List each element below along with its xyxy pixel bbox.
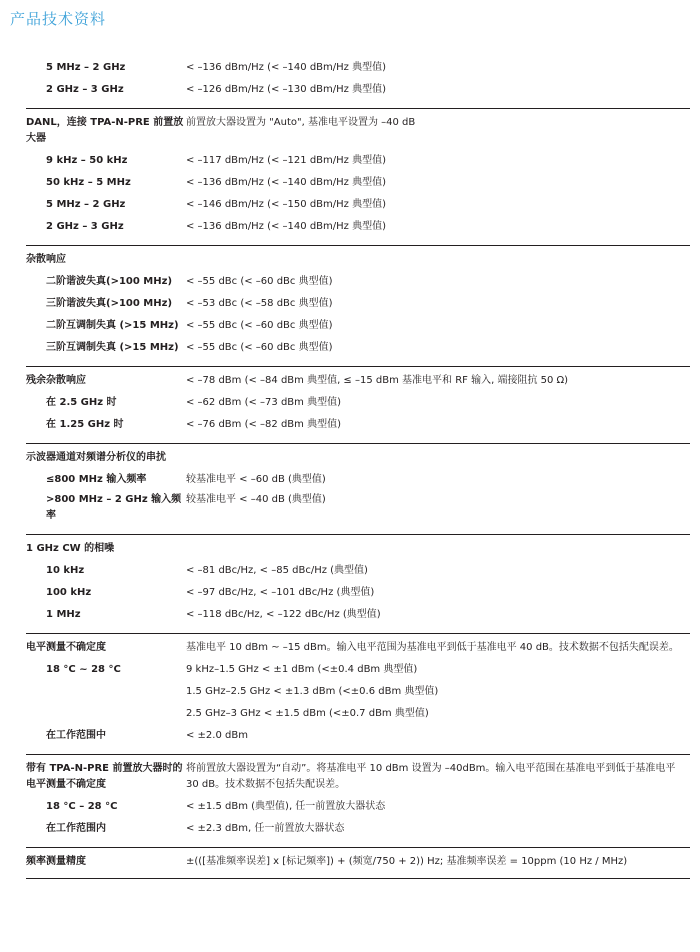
- spec-value: < –136 dBm/Hz (< –140 dBm/Hz 典型值): [186, 177, 386, 188]
- spec-label: 在工作范围内: [46, 823, 106, 834]
- section-divider: [26, 245, 690, 246]
- section-heading: 杂散响应: [26, 254, 66, 265]
- section-heading-row: [26, 252, 690, 268]
- spec-value: < –136 dBm/Hz (< –140 dBm/Hz 典型值): [186, 221, 386, 232]
- section-divider: [26, 633, 690, 634]
- spec-value: 较基准电平 < –40 dB (典型值): [186, 494, 326, 505]
- section-heading-row: [26, 115, 690, 147]
- spec-row: [26, 585, 690, 601]
- spec-label: 三阶谐波失真(>100 MHz): [46, 298, 173, 309]
- spec-label: 在 1.25 GHz 时: [46, 419, 124, 430]
- spec-row: [26, 175, 690, 191]
- spec-value: < –55 dBc (< –60 dBc 典型值): [186, 320, 333, 331]
- spec-value: < –118 dBc/Hz, < –122 dBc/Hz (典型值): [186, 609, 381, 620]
- spec-row: [26, 706, 690, 722]
- spec-row: [26, 219, 690, 235]
- section-heading-value: 基准电平 10 dBm ~ –15 dBm。输入电平范围为基准电平到低于基准电平 40 dB。技术数据不包括失配误差。: [186, 642, 679, 653]
- spec-row: [26, 274, 690, 290]
- spec-row: [26, 60, 690, 76]
- spec-label: 二阶谐波失真(>100 MHz): [46, 276, 173, 287]
- spec-row: [26, 417, 690, 433]
- spec-row: [26, 472, 690, 488]
- spec-label: 5 MHz – 2 GHz: [46, 62, 126, 73]
- spec-label: 18 °C – 28 °C: [46, 801, 118, 812]
- spec-label: 10 kHz: [46, 565, 85, 576]
- section-heading: 残余杂散响应: [26, 375, 86, 386]
- spec-row: [26, 318, 690, 334]
- spec-row: [26, 728, 690, 744]
- section-divider: [26, 443, 690, 444]
- section-heading-row: [26, 854, 690, 870]
- section-heading: 示波器通道对频谱分析仪的串扰: [26, 452, 166, 463]
- section-heading: 1 GHz CW 的相噪: [26, 543, 115, 554]
- spec-row: [26, 395, 690, 411]
- spec-value: < –55 dBc (< –60 dBc 典型值): [186, 276, 333, 287]
- spec-value: < ±2.0 dBm: [186, 730, 248, 741]
- spec-label: 2 GHz – 3 GHz: [46, 221, 124, 232]
- section-divider: [26, 534, 690, 535]
- spec-label: >800 MHz – 2 GHz 输入频率: [46, 494, 182, 521]
- spec-label: 100 kHz: [46, 587, 92, 598]
- section-divider: [26, 754, 690, 755]
- section-heading-row: [26, 761, 690, 793]
- section-heading-value: ±(([基准频率误差] x [标记频率]) + (频宽/750 + 2)) Hz; 基准频率误差 = 10ppm (10 Hz / MHz): [186, 856, 628, 867]
- spec-row: [26, 82, 690, 98]
- spec-value: < –53 dBc (< –58 dBc 典型值): [186, 298, 333, 309]
- spec-row: [26, 821, 690, 837]
- spec-value: < ±1.5 dBm (典型值), 任一前置放大器状态: [186, 801, 386, 812]
- spec-row: [26, 492, 690, 524]
- spec-value: < –97 dBc/Hz, < –101 dBc/Hz (典型值): [186, 587, 375, 598]
- section-heading-value: 前置放大器设置为 "Auto", 基准电平设置为 –40 dB: [186, 117, 416, 128]
- section-heading-value: < –78 dBm (< –84 dBm 典型值, ≤ –15 dBm 基准电平和 RF 输入, 端接阻抗 50 Ω): [186, 375, 569, 386]
- section-heading-value: 将前置放大器设置为“自动”。将基准电平 10 dBm 设置为 –40dBm。输入电平范围在基准电平到低于基准电平 30 dB。技术数据不包括失配误差。: [186, 763, 676, 790]
- spec-table: [26, 60, 690, 885]
- spec-label: 二阶互调制失真 (>15 MHz): [46, 320, 179, 331]
- spec-value: < –136 dBm/Hz (< –140 dBm/Hz 典型值): [186, 62, 386, 73]
- section-heading-row: [26, 373, 690, 389]
- spec-row: [26, 684, 690, 700]
- spec-row: [26, 799, 690, 815]
- spec-label: 5 MHz – 2 GHz: [46, 199, 126, 210]
- spec-value: < –146 dBm/Hz (< –150 dBm/Hz 典型值): [186, 199, 386, 210]
- spec-row: [26, 662, 690, 678]
- spec-label: 1 MHz: [46, 609, 81, 620]
- section-heading-row: [26, 640, 690, 656]
- spec-row: [26, 563, 690, 579]
- spec-label: 18 °C ~ 28 °C: [46, 664, 121, 675]
- section-heading: 频率测量精度: [26, 856, 86, 867]
- spec-value: < –62 dBm (< –73 dBm 典型值): [186, 397, 341, 408]
- spec-label: 2 GHz – 3 GHz: [46, 84, 124, 95]
- spec-label: 在 2.5 GHz 时: [46, 397, 117, 408]
- section-heading-row: [26, 541, 690, 557]
- section-heading-row: [26, 450, 690, 466]
- section-heading: 电平测量不确定度: [26, 642, 106, 653]
- spec-row: [26, 340, 690, 356]
- section-divider: [26, 366, 690, 367]
- spec-label: 在工作范围中: [46, 730, 106, 741]
- spec-value: 1.5 GHz–2.5 GHz < ±1.3 dBm (<±0.6 dBm 典型值): [186, 686, 439, 697]
- section-divider: [26, 878, 690, 879]
- section-divider: [26, 108, 690, 109]
- spec-value: < –76 dBm (< –82 dBm 典型值): [186, 419, 341, 430]
- spec-value: 2.5 GHz–3 GHz < ±1.5 dBm (<±0.7 dBm 典型值): [186, 708, 429, 719]
- section-heading: 带有 TPA-N-PRE 前置放大器时的电平测量不确定度: [26, 763, 183, 790]
- spec-row: [26, 197, 690, 213]
- spec-value: 9 kHz–1.5 GHz < ±1 dBm (<±0.4 dBm 典型值): [186, 664, 418, 675]
- spec-value: < –117 dBm/Hz (< –121 dBm/Hz 典型值): [186, 155, 386, 166]
- spec-label: 50 kHz – 5 MHz: [46, 177, 131, 188]
- spec-label: 三阶互调制失真 (>15 MHz): [46, 342, 179, 353]
- spec-label: 9 kHz – 50 kHz: [46, 155, 128, 166]
- spec-row: [26, 607, 690, 623]
- spec-value: < –126 dBm/Hz (< –130 dBm/Hz 典型值): [186, 84, 386, 95]
- section-heading: DANL，连接 TPA-N-PRE 前置放大器: [26, 117, 184, 144]
- page-header-title: 产品技术资料: [10, 10, 107, 28]
- spec-value: < –81 dBc/Hz, < –85 dBc/Hz (典型值): [186, 565, 368, 576]
- spec-value: < ±2.3 dBm, 任一前置放大器状态: [186, 823, 345, 834]
- spec-value: < –55 dBc (< –60 dBc 典型值): [186, 342, 333, 353]
- spec-label: ≤800 MHz 输入频率: [46, 474, 147, 485]
- spec-row: [26, 153, 690, 169]
- section-divider: [26, 847, 690, 848]
- spec-value: 较基准电平 < –60 dB (典型值): [186, 474, 326, 485]
- spec-row: [26, 296, 690, 312]
